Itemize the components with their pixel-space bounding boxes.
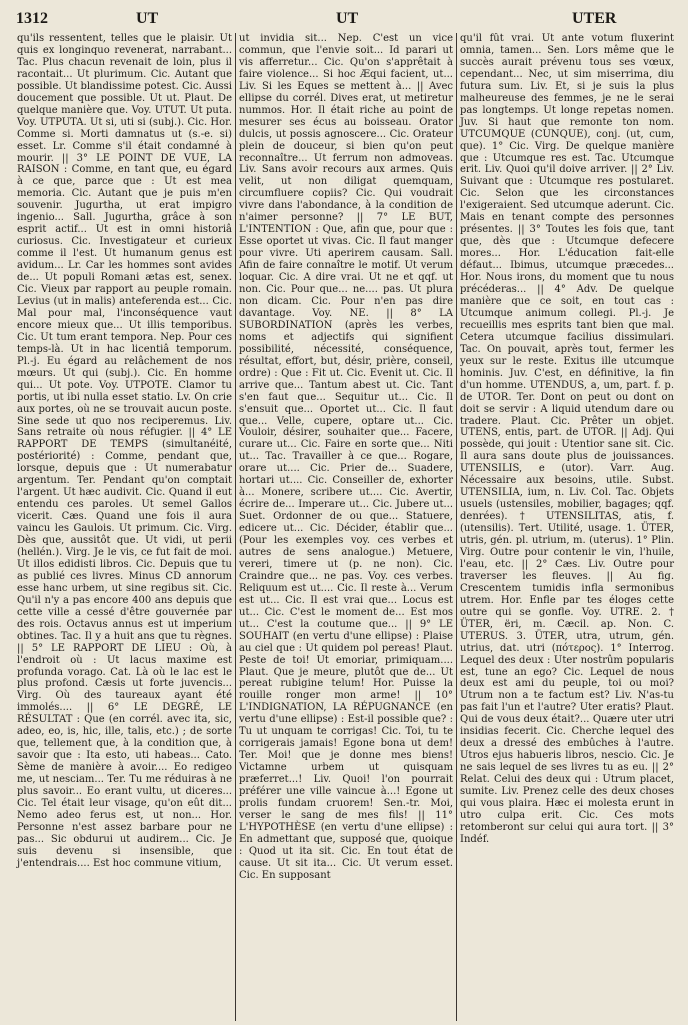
column-right-text: qu'il fût vrai. Ut ante votum fluxerint omnia, tamen... Sen. Lors même que le succès aurait prévenu tous ses vœux, cependant... Nec, ut sim miserrima, diu futura sum. Liv. Et, si je suis la plus malheureuse des femmes, je ne le serai pas longtemps. Ut longe repetas nomen. Juv. Si haut que remonte ton nom. UTCUMQUE (CUNQUE), conj. (ut, cum, que). 1° Cic. Virg. De quelque manière que : Utcumque res est. Tac. Utcumque erit. Liv. Quoi qu'il doive arriver. || 2° Liv. Suivant que : Utcumque res postularet. Cic. Selon que les circonstances l'exigeraient. Sed utcumque aderunt. Cic. Mais en tenant compte des personnes présentes. || 3° Toutes les fois que, tant que, dès que : Utcumque defecere mores... Hor. L'éducation fait-elle défaut... Ibimus, utcumque præcedes... Hor. Nous irons, du moment que tu nous précéderas... || 4° Adv. De quelque manière que ce soit, en tout cas : Utcumque animum collegi. Pl.-j. Je recueillis mes esprits tant bien que mal. Cetera utcumque facilius dissimulari. Tac. On pouvait, après tout, fermer les yeux sur le reste. Exitus ille utcumque hominis. Juv. C'est, en définitive, la fin d'un homme. UTENDUS, a, um, part. f. p. de UTOR. Ter. Dont on peut ou dont on doit se servir : A liquid utendum dare ou tradere. Plaut. Cic. Prêter un objet. UTENS, entis, part. de UTOR. || Adj. Qui possède, qui jouit : Utentior sane sit. Cic. Il aura sans doute plus de jouissances. UTENSILIS, e (utor). Varr. Aug. Nécessaire aux besoins, utile. Subst. UTENSILIA, ium, n. Liv. Col. Tac. Objets usuels (ustensiles, mobilier, bagages; qqf. denrées). † UTENSILITAS, atis, f. (utensilis). Tert. Utilité, usage. 1. ÜTER, utris, gén. pl. utrium, m. (uterus). 1° Plin. Virg. Outre pour contenir le vin, l'huile, l'eau, etc. || 2° Cæs. Liv. Outre pour traverser les fleuves. || Au fig. Crescentem tumidis infla sermonibus utrem. Hor. Enfle par tes éloges cette outre qui se gonfle. Voy. UTRE. 2. † ÜTER, ëri, m. Cæcil. ap. Non. C. UTERUS. 3. ÜTER, utra, utrum, gén. utrius, dat. utri (πότερος). 1° Interrog. Lequel des deux : Uter nostrûm popularis est, tune an ego? Cic. Lequel de nous deux est ami du peuple, toi ou moi? Utrum non a te factum est? Liv. N'as-tu pas fait l'un et l'autre? Uter eratis? Plaut. Qui de vous deux était?... Quære uter utri insidias fecerit. Cic. Cherche lequel des deux a dressé des embûches à l'autre. Utros ejus habueris libros, nescio. Cic. Je ne sais lequel de ses livres tu as eu. || 2° Relat. Celui des deux qui : Utrum placet, sumite. Liv. Prenez celle des deux choses qui vous plaira. Hæc ei molesta erunt in utro culpa erit. Cic. Ces mots retomberont sur celui qui aura tort. || 3° Indéf. — [460, 33, 674, 845]
column-middle — [235, 33, 456, 1021]
running-head-left: UT — [136, 10, 159, 27]
column-left-text: qu'ils ressentent, telles que le plaisir. Ut quis ex longinquo revenerat, narrabant... Tac. Plus chacun revenait de loin, plus il racontait... Ut plurimum. Cic. Autant que possible. Ut blandissime potest. Cic. Aussi doucement que possible. Ut ut. Plaut. De quelque manière que. Voy. UTUT. Ut puta. Voy. UTPUTA. Ut si, uti si (subj.). Cic. Hor. Comme si. Morti damnatus ut (s.-e. si) esset. Lr. Comme s'il était condamné à mourir. || 3° LE POINT DE VUE, LA RAISON : Comme, en tant que, eu égard à ce que, parce que : Ut est mea memoria. Cic. Autant que je puis m'en souvenir. Jugurtha, ut erat impigro ingenio... Sall. Jugurtha, grâce à son esprit actif... Ut est in omni historiâ curiosus. Cic. Investigateur et curieux comme il l'est. Ut humanum genus est avidum... Lr. Car les hommes sont avides de... Ut populi Romani ætas est, senex. Cic. Vieux par rapport au peuple romain. Levius (ut in malis) anteferenda est... Cic. Mal pour mal, l'inconséquence vaut encore mieux que... Ut illis temporibus. Cic. Ut tum erant tempora. Nep. Pour ces temps-là. Ut in hac licentiâ temporum. Pl.-j. Eu égard au relâchement de nos mœurs. Ut qui (subj.). Cic. En homme qui... Ut pote. Voy. UTPOTE. Clamor tu portis, ut ibi nulla esset statio. Lv. On crie aux portes, où ne se trouvait aucun poste. Sine sede ut quo nos reciperemus. Liv. Sans retraite où nous réfugier. || 4° LE RAPPORT DE TEMPS (simultanéité, postériorité) : Comme, pendant que, lorsque, depuis que : Ut numerabatur argentum. Ter. Pendant qu'on comptait l'argent. Ut hæc audivit. Cic. Quand il eut entendu ces paroles. Ut semel Gallos vicerit. Cæs. Quand une fois il aura vaincu les Gaulois. Ut primum. Cic. Virg. Dès que, aussitôt que. Ut vidi, ut perii (hellén.). Virg. Je le vis, ce fut fait de moi. Ut illos edidisti libros. Cic. Depuis que tu as publié ces livres. Minus CD annorum esse hanc urbem, ut sine regibus sit. Cic. Qu'il n'y a pas encore 400 ans depuis que cette ville a cessé d'être gouvernée par des rois. Octavus annus est ut imperium obtines. Tac. Il y a huit ans que tu règnes. || 5° LE RAPPORT DE LIEU : Où, à l'endroit où : Ut lacus maxime est profunda vorago. Cat. Là où le lac est le plus profond. Cæsis ut forte juvencis... Virg. Où des taureaux ayant été immolés.... || 6° LE DEGRÉ, LE RÉSULTAT : Que (en corrél. avec ita, sic, adeo, eo, is, hic, ille, talis, etc.) ; de sorte que, tellement que, à la condition que, à savoir que : Ita esto, uti habeas... Cato. Sème de manière à avoir.... Eo redigeo me, ut nesciam... Ter. Tu me réduiras à ne plus savoir... Eo erant vultu, ut diceres... Cic. Tel était leur visage, qu'on eût dit... Nemo adeo ferus est, ut non... Hor. Personne n'est assez barbare pour ne pas... Sic obdurui ut audirem... Cic. Je suis devenu si insensible, que j'entendrais.... Est hoc commune vitium, — [17, 33, 232, 869]
running-head-middle: UT — [336, 10, 359, 27]
column-left — [14, 33, 235, 1021]
column-right — [456, 33, 677, 1021]
page-header — [16, 10, 676, 32]
running-head-right: UTER — [572, 10, 617, 27]
text-columns — [14, 33, 678, 1021]
column-middle-text: ut invidia sit... Nep. C'est un vice commun, que l'envie soit... Id parari ut vis afferretur... Cic. Qu'on s'apprêtait à faire violence... Si hoc Æqui facient, ut... Liv. Si les Eques se mettent à... || Avec ellipse du corrél. Dives erat, ut metiretur nummos. Hor. Il était riche au point de mesurer ses écus au boisseau. Orator dulcis, ut possis agnoscere... Cic. Orateur plein de douceur, si bien qu'on peut reconnaître... Ut ferrum non admoveas. Liv. Sans avoir recours aux armes. Quis velit, ut non diligat quemquam, circumfluere copiis? Cic. Qui voudrait vivre dans l'abondance, à la condition de n'aimer personne? || 7° LE BUT, L'INTENTION : Que, afin que, pour que : Esse oportet ut vivas. Cic. Il faut manger pour vivre. Uti aperirem causam. Sall. Afin de faire connaître le motif. Ut verum loquar. Cic. A dire vrai. Ut ne et qqf. ut non. Cic. Pour que... ne.... pas. Ut plura non dicam. Cic. Pour n'en pas dire davantage. Voy. NE. || 8° LA SUBORDINATION (après les verbes, noms et adjectifs qui signifient possibilité, nécessité, conséquence, résultat, effort, but, désir, prière, conseil, ordre) : Que : Fit ut. Cic. Evenit ut. Cic. Il arrive que... Tantum abest ut. Cic. Tant s'en faut que... Sequitur ut... Cic. Il s'ensuit que... Oportet ut... Cic. Il faut que... Velle, cupere, optare ut... Cic. Vouloir, désirer, souhaiter que... Facere, curare ut... Cic. Faire en sorte que... Niti ut... Tac. Travailler à ce que... Rogare, orare ut.... Cic. Prier de... Suadere, hortari ut.... Cic. Conseiller de, exhorter à... Monere, scribere ut.... Cic. Avertir, écrire de... Imperare ut... Cic. Jubere ut... Suet. Ordonner de ou que... Statuere, edicere ut... Cic. Décider, établir que... (Pour les exemples voy. ces verbes et autres de sens analogue.) Metuere, vereri, timere ut (p. ne non). Cic. Craindre que... ne pas. Voy. ces verbes. Reliquum est ut.... Cic. Il reste à... Verum est ut... Cic. Il est vrai que... Locus est ut... Cic. C'est le moment de... Est mos ut... C'est la coutume que... || 9° LE SOUHAIT (en vertu d'une ellipse) : Plaise au ciel que : Ut quidem pol pereas! Plaut. Peste de toi! Ut emoriar, primiquam.... Plaut. Que je meure, plutôt que de... Ut pereat rubigine telum! Hor. Puisse la rouille ronger mon arme! || 10° L'INDIGNATION, LA RÉPUGNANCE (en vertu d'une ellipse) : Est-il possible que? : Tu ut unquam te corrigas! Cic. Toi, tu te corrigerais jamais! Egone bona ut dem! Ter. Moi! que je donne mes biens! Victamne urbem ut quisquam præferret...! Liv. Quoi! l'on pourrait préférer une ville vaincue à...! Egone ut prolis fundam cruorem! Sen.-tr. Moi, verser le sang de mes fils! || 11° L'HYPOTHÈSE (en vertu d'une ellipse) : En admettant que, supposé que, quoique : Quod ut ita sit. Cic. En tout état de cause. Ut sit ita... Cic. Ut verum esset. Cic. En supposant — [239, 33, 453, 881]
page-number: 1312 — [16, 10, 48, 27]
